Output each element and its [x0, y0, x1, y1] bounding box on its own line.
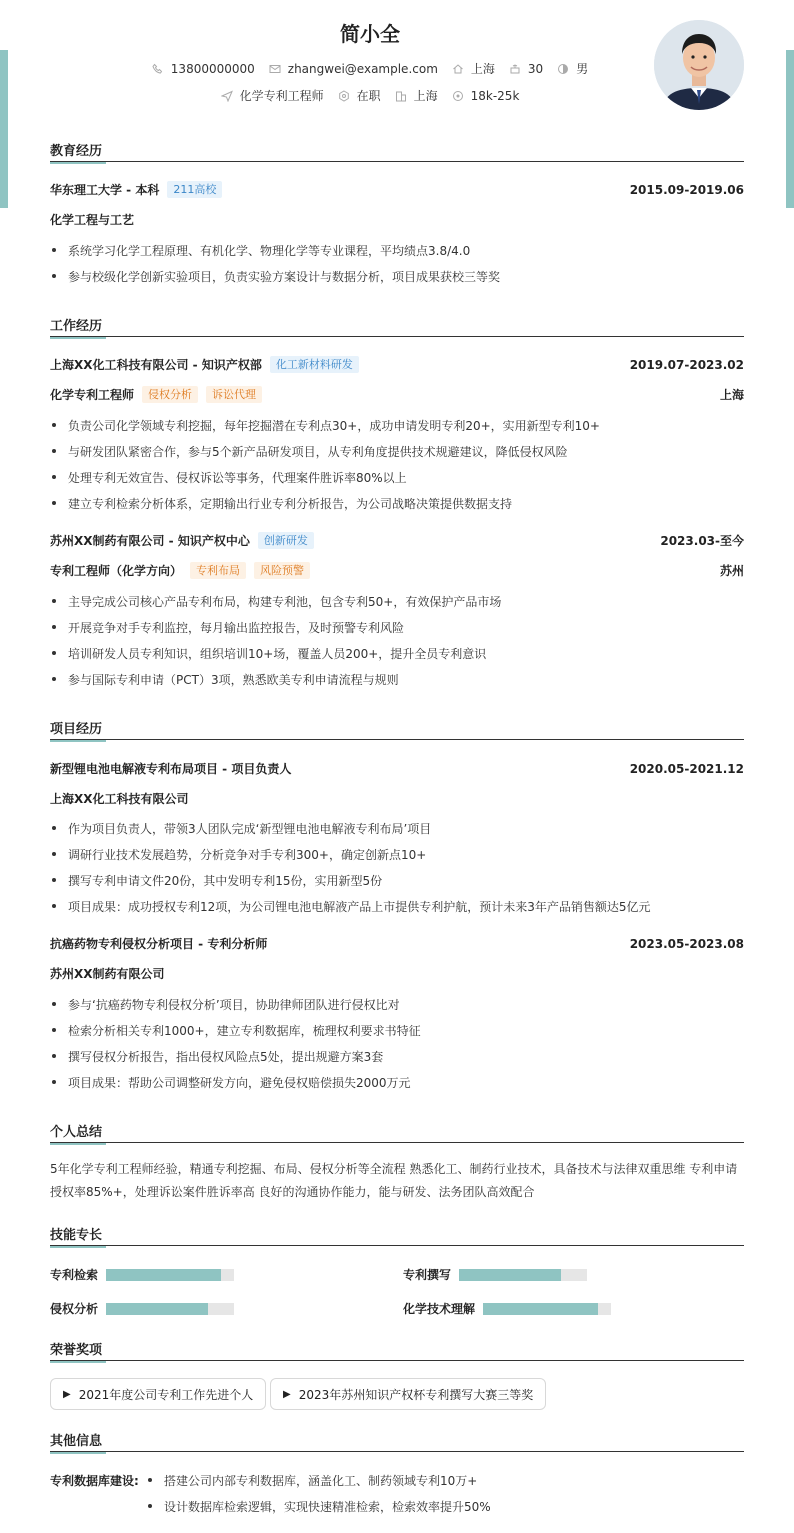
section-title: 工作经历	[50, 315, 744, 337]
project-header	[50, 935, 744, 952]
skill-bar	[106, 1303, 234, 1315]
list-item: 撰写侵权分析报告，指出侵权风险点5处，提出规避方案3套	[50, 1048, 744, 1065]
list-item: 项目成果：成功授权专利12项，为公司锂电池电解液产品上市提供专利护航，预计未来3年产品销售额达5亿元	[50, 898, 744, 915]
projects-section	[50, 718, 744, 740]
play-icon: ▶	[283, 1388, 291, 1400]
status-icon	[338, 90, 350, 102]
summary-text: 5年化学专利工程师经验，精通专利挖掘、布局、侵权分析等全流程 熟悉化工、制药行业技术，具备技术与法律双重思维 专利申请授权率85%+，处理诉讼案件胜诉率高 良好的沟通协作能力，能与研发、法务团队高效配合	[50, 1162, 738, 1199]
list-item: 系统学习化学工程原理、有机化学、物理化学等专业课程，平均绩点3.8/4.0	[50, 242, 744, 259]
section-title: 教育经历	[50, 140, 744, 162]
list-item: 搭建公司内部专利数据库，涵盖化工、制药领域专利10万+	[146, 1472, 477, 1489]
project-company: 苏州XX制药有限公司	[50, 967, 165, 981]
job-header	[50, 356, 744, 373]
awards-list	[50, 1378, 744, 1410]
building-icon	[395, 90, 407, 102]
left-accent-bar	[0, 50, 8, 208]
candidate-name: 简小全	[340, 22, 400, 46]
send-icon	[221, 90, 233, 102]
list-item: 参与国际专利申请（PCT）3项，熟悉欧美专利申请流程与规则	[50, 671, 744, 688]
job-header	[50, 532, 744, 549]
project-name: 抗癌药物专利侵权分析项目 - 专利分析师	[50, 937, 268, 951]
target-position: 化学专利工程师	[221, 87, 324, 104]
list-item: 项目成果：帮助公司调整研发方向，避免侵权赔偿损失2000万元	[50, 1074, 744, 1091]
gender-icon	[557, 63, 569, 75]
job-period: 2019.07-2023.02	[629, 357, 744, 372]
skills-section	[50, 1224, 744, 1246]
skill-item	[403, 1300, 611, 1317]
skill-name: 专利检索	[50, 1268, 99, 1282]
project-company-row	[50, 965, 744, 982]
list-item: 检索分析相关专利1000+，建立专利数据库，梳理权利要求书特征	[50, 1022, 744, 1039]
section-title: 项目经历	[50, 718, 744, 740]
list-item: 参与‘抗癌药物专利侵权分析’项目，协助律师团队进行侵权比对	[50, 996, 744, 1013]
company-name: 苏州XX制药有限公司 - 知识产权中心	[50, 534, 250, 548]
phone-icon	[152, 63, 164, 75]
skill-bar-fill	[106, 1303, 208, 1315]
list-item: 作为项目负责人，带领3人团队完成‘新型锂电池电解液专利布局’项目	[50, 820, 744, 837]
section-title: 荣誉奖项	[50, 1339, 744, 1361]
home-icon	[452, 63, 464, 75]
position: 化学专利工程师	[50, 388, 135, 402]
target-city: 上海	[395, 87, 438, 104]
skill-tag: 侵权分析	[142, 386, 198, 403]
school-tag: 211高校	[167, 181, 222, 198]
other-section	[50, 1430, 744, 1452]
job-position-row	[50, 562, 744, 579]
city: 上海	[452, 60, 495, 77]
skill-name: 专利撰写	[403, 1268, 452, 1282]
industry-tag: 化工新材料研发	[270, 356, 359, 373]
job-city: 苏州	[719, 564, 744, 578]
job-period: 2023.03-至今	[660, 534, 744, 548]
skill-item	[50, 1266, 234, 1283]
job-city: 上海	[719, 388, 744, 402]
project-period: 2023.05-2023.08	[629, 936, 744, 951]
project-company-row	[50, 790, 744, 807]
major: 化学工程与工艺	[50, 213, 135, 227]
section-title: 其他信息	[50, 1430, 744, 1452]
industry-tag: 创新研发	[258, 532, 314, 549]
section-title: 技能专长	[50, 1224, 744, 1246]
age-icon	[509, 63, 521, 75]
summary-section	[50, 1121, 744, 1143]
project-header	[50, 760, 744, 777]
list-item: 培训研发人员专利知识，组织培训10+场，覆盖人员200+，提升全员专利意识	[50, 645, 744, 662]
list-item: 处理专利无效宣告、侵权诉讼等事务，代理案件胜诉率80%以上	[50, 469, 744, 486]
right-accent-bar	[786, 50, 794, 208]
major-row	[50, 211, 744, 228]
list-item: 设计数据库检索逻辑，实现快速精准检索，检索效率提升50%	[146, 1498, 491, 1515]
list-item: 与研发团队紧密合作，参与5个新产品研发项目，从专利角度提供技术规避建议，降低侵权风险	[50, 443, 744, 460]
skill-item	[50, 1300, 234, 1317]
job-position-row	[50, 386, 744, 403]
phone: 13800000000	[152, 62, 255, 76]
skill-bar-fill	[459, 1269, 561, 1281]
skill-tag: 专利布局	[190, 562, 246, 579]
job-status: 在职	[338, 87, 381, 104]
salary-icon	[452, 90, 464, 102]
skill-bar	[106, 1269, 234, 1281]
award-item: ▶ 2021年度公司专利工作先进个人	[50, 1378, 266, 1410]
play-icon: ▶	[63, 1388, 71, 1400]
education-section	[50, 140, 744, 162]
skill-bar-fill	[106, 1269, 221, 1281]
mail-icon	[269, 63, 281, 75]
list-item: 参与校级化学创新实验项目，负责实验方案设计与数据分析，项目成果获校三等奖	[50, 268, 744, 285]
skill-name: 化学技术理解	[403, 1302, 476, 1316]
age: 30	[509, 62, 543, 76]
intent-line	[50, 87, 690, 104]
project-period: 2020.05-2021.12	[629, 761, 744, 776]
skill-item	[403, 1266, 587, 1283]
gender: 男	[557, 60, 588, 77]
skill-bar-fill	[483, 1303, 598, 1315]
skill-tag: 风险预警	[254, 562, 310, 579]
list-item: 建立专利检索分析体系，定期输出行业专利分析报告，为公司战略决策提供数据支持	[50, 495, 744, 512]
project-company: 上海XX化工科技有限公司	[50, 792, 189, 806]
target-salary: 18k-25k	[452, 89, 520, 103]
education-period: 2015.09-2019.06	[629, 182, 744, 197]
section-title: 个人总结	[50, 1121, 744, 1143]
list-item: 负责公司化学领域专利挖掘，每年挖掘潜在专利点30+，成功申请发明专利20+，实用新型专利10+	[50, 417, 744, 434]
awards-section	[50, 1339, 744, 1361]
skill-bar	[483, 1303, 611, 1315]
list-item: 调研行业技术发展趋势，分析竞争对手专利300+，确定创新点10+	[50, 846, 744, 863]
work-section	[50, 315, 744, 337]
school-name: 华东理工大学 - 本科	[50, 183, 160, 197]
skill-name: 侵权分析	[50, 1302, 99, 1316]
avatar	[654, 20, 744, 110]
email: zhangwei@example.com	[269, 62, 438, 76]
education-header	[50, 181, 744, 198]
skill-tag: 诉讼代理	[206, 386, 262, 403]
position: 专利工程师（化学方向）	[50, 564, 183, 578]
award-item: ▶ 2023年苏州知识产权杯专利撰写大赛三等奖	[270, 1378, 546, 1410]
other-label: 专利数据库建设:	[50, 1474, 139, 1488]
skill-bar	[459, 1269, 587, 1281]
company-name: 上海XX化工科技有限公司 - 知识产权部	[50, 358, 262, 372]
list-item: 撰写专利申请文件20份，其中发明专利15份，实用新型5份	[50, 872, 744, 889]
list-item: 开展竞争对手专利监控，每月输出监控报告，及时预警专利风险	[50, 619, 744, 636]
project-name: 新型锂电池电解液专利布局项目 - 项目负责人	[50, 762, 292, 776]
list-item: 主导完成公司核心产品专利布局，构建专利池，包含专利50+，有效保护产品市场	[50, 593, 744, 610]
avatar-portrait	[654, 20, 744, 110]
contact-line	[50, 60, 690, 77]
